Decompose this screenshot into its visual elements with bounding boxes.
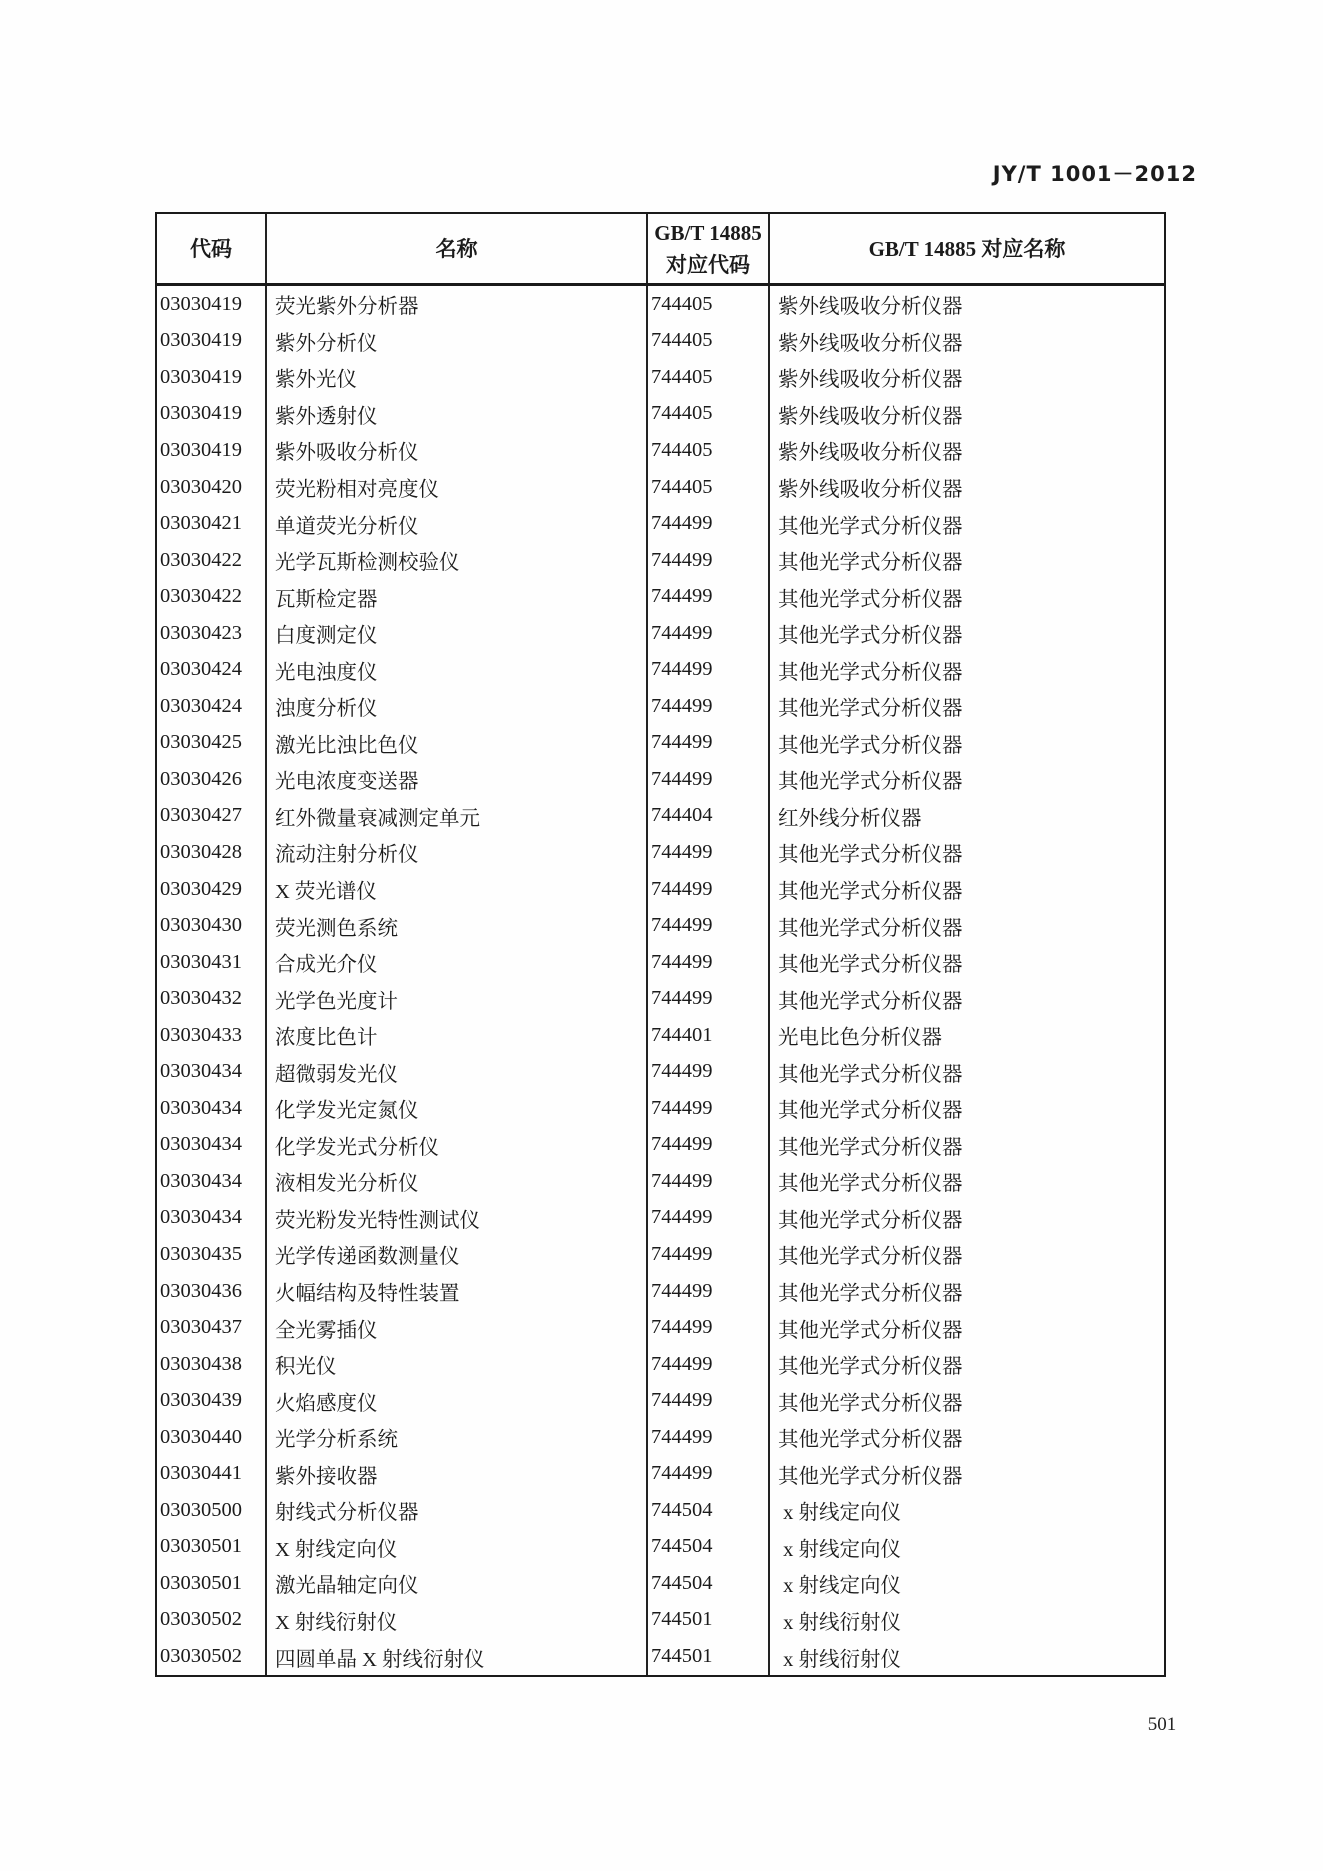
cell-gbt-name: 紫外线吸收分析仪器: [778, 332, 963, 355]
cell-name: X 荧光谱仪: [267, 871, 648, 908]
cell-code: 03030423: [157, 615, 267, 652]
table-row: [157, 578, 1164, 615]
cell-code: 03030432: [157, 980, 267, 1017]
cell-name: 白度测定仪: [267, 615, 648, 652]
cell-code: 03030420: [157, 469, 267, 506]
table-row: [157, 871, 1164, 908]
cell-code: 03030419: [157, 396, 267, 433]
cell-name: 流动注射分析仪: [267, 834, 648, 871]
col-header-name: 名称: [267, 214, 648, 283]
cell-gbt-name: 紫外线吸收分析仪器: [778, 369, 963, 392]
col-header-code: 代码: [157, 214, 267, 283]
cell-gbt-code: 744499: [648, 980, 770, 1017]
cell-code: 03030419: [157, 359, 267, 396]
cell-gbt-code: 744405: [648, 469, 770, 506]
cell-code: 03030434: [157, 1053, 267, 1090]
cell-gbt-name: x 射线定向仪: [778, 1538, 901, 1561]
cell-gbt-name: 紫外线吸收分析仪器: [778, 296, 963, 319]
cell-gbt-code: 744499: [648, 1419, 770, 1456]
cell-name: 荧光粉发光特性测试仪: [267, 1200, 648, 1237]
table-row: [157, 286, 1164, 323]
cell-name: X 射线衍射仪: [267, 1602, 648, 1639]
cell-gbt-name: x 射线衍射仪: [778, 1648, 901, 1671]
cell-gbt-code: 744501: [648, 1602, 770, 1639]
cell-gbt-name: 其他光学式分析仪器: [778, 1063, 963, 1086]
cell-gbt-name: 红外线分析仪器: [778, 807, 922, 830]
cell-gbt-name: 其他光学式分析仪器: [778, 515, 963, 538]
cell-name: 荧光紫外分析器: [267, 286, 648, 323]
cell-code: 03030424: [157, 688, 267, 725]
cell-code: 03030426: [157, 761, 267, 798]
cell-gbt-code: 744499: [648, 907, 770, 944]
cell-gbt-code: 744499: [648, 688, 770, 725]
table-row: [157, 1382, 1164, 1419]
cell-gbt-name: 其他光学式分析仪器: [778, 661, 963, 684]
cell-name: 红外微量衰减测定单元: [267, 798, 648, 835]
cell-code: 03030441: [157, 1456, 267, 1493]
cell-name: 四圆单晶 X 射线衍射仪: [267, 1638, 648, 1675]
cell-name: 光学分析系统: [267, 1419, 648, 1456]
cell-gbt-code: 744401: [648, 1017, 770, 1054]
cell-code: 03030501: [157, 1565, 267, 1602]
cell-gbt-name: 其他光学式分析仪器: [778, 698, 963, 721]
cell-gbt-name: 其他光学式分析仪器: [778, 1246, 963, 1269]
cell-gbt-name: 其他光学式分析仪器: [778, 1173, 963, 1196]
cell-gbt-code: 744499: [648, 505, 770, 542]
cell-name: 紫外透射仪: [267, 396, 648, 433]
cell-gbt-code: 744499: [648, 1163, 770, 1200]
cell-gbt-name: 其他光学式分析仪器: [778, 734, 963, 757]
cell-gbt-name: 其他光学式分析仪器: [778, 771, 963, 794]
cell-name: 光学传递函数测量仪: [267, 1236, 648, 1273]
cell-code: 03030424: [157, 651, 267, 688]
cell-name: 紫外接收器: [267, 1456, 648, 1493]
cell-gbt-name: x 射线定向仪: [778, 1575, 901, 1598]
cell-code: 03030434: [157, 1200, 267, 1237]
cell-code: 03030439: [157, 1382, 267, 1419]
table-row: [157, 1200, 1164, 1237]
col-header-gbt-name: GB/T 14885 对应名称: [868, 236, 1066, 261]
table-row: [157, 1236, 1164, 1273]
table-row: [157, 1565, 1164, 1602]
cell-code: 03030436: [157, 1273, 267, 1310]
cell-gbt-code: 744405: [648, 359, 770, 396]
table-row: [157, 980, 1164, 1017]
table-row: [157, 432, 1164, 469]
cell-code: 03030502: [157, 1638, 267, 1675]
table-row: [157, 1602, 1164, 1639]
cell-name: 激光比浊比色仪: [267, 725, 648, 762]
table-row: [157, 907, 1164, 944]
cell-name: 火焰感度仪: [267, 1382, 648, 1419]
cell-name: 全光雾插仪: [267, 1309, 648, 1346]
table-row: [157, 834, 1164, 871]
cell-code: 03030438: [157, 1346, 267, 1383]
cell-gbt-name: 其他光学式分析仪器: [778, 1100, 963, 1123]
cell-name: 火幅结构及特性装置: [267, 1273, 648, 1310]
table-row: [157, 1456, 1164, 1493]
cell-gbt-name: 紫外线吸收分析仪器: [778, 442, 963, 465]
cell-gbt-name: 其他光学式分析仪器: [778, 1283, 963, 1306]
cell-gbt-code: 744499: [648, 1273, 770, 1310]
cell-name: 光学瓦斯检测校验仪: [267, 542, 648, 579]
cell-gbt-code: 744499: [648, 1090, 770, 1127]
cell-name: 紫外光仪: [267, 359, 648, 396]
cell-code: 03030502: [157, 1602, 267, 1639]
cell-gbt-code: 744405: [648, 396, 770, 433]
table-row: [157, 542, 1164, 579]
cell-code: 03030421: [157, 505, 267, 542]
cell-gbt-code: 744404: [648, 798, 770, 835]
cell-code: 03030419: [157, 323, 267, 360]
table-row: [157, 651, 1164, 688]
cell-name: 化学发光定氮仪: [267, 1090, 648, 1127]
cell-gbt-code: 744504: [648, 1565, 770, 1602]
cell-name: 激光晶轴定向仪: [267, 1565, 648, 1602]
cell-code: 03030440: [157, 1419, 267, 1456]
table-row: [157, 944, 1164, 981]
cell-gbt-name: 其他光学式分析仪器: [778, 1209, 963, 1232]
cell-gbt-name: 其他光学式分析仪器: [778, 881, 963, 904]
cell-gbt-code: 744499: [648, 834, 770, 871]
cell-gbt-code: 744499: [648, 725, 770, 762]
doc-number: JY/T 1001－2012: [992, 162, 1197, 186]
cell-gbt-code: 744499: [648, 944, 770, 981]
cell-gbt-code: 744405: [648, 286, 770, 323]
table-row: [157, 798, 1164, 835]
cell-gbt-name: x 射线定向仪: [778, 1502, 901, 1525]
cell-code: 03030433: [157, 1017, 267, 1054]
cell-code: 03030431: [157, 944, 267, 981]
code-correspondence-table: [155, 212, 1166, 1677]
table-row: [157, 1090, 1164, 1127]
table-row: [157, 761, 1164, 798]
cell-gbt-name: 其他光学式分析仪器: [778, 588, 963, 611]
cell-gbt-name: 其他光学式分析仪器: [778, 844, 963, 867]
cell-gbt-code: 744499: [648, 1309, 770, 1346]
col-header-gbt-code-line2: 对应代码: [666, 252, 750, 277]
table-row: [157, 1053, 1164, 1090]
cell-code: 03030434: [157, 1090, 267, 1127]
cell-gbt-name: 其他光学式分析仪器: [778, 1319, 963, 1342]
table-row: [157, 1017, 1164, 1054]
cell-gbt-code: 744499: [648, 578, 770, 615]
cell-gbt-name: 其他光学式分析仪器: [778, 1392, 963, 1415]
cell-name: 浊度分析仪: [267, 688, 648, 725]
cell-name: 荧光测色系统: [267, 907, 648, 944]
cell-gbt-code: 744499: [648, 871, 770, 908]
table-body: [157, 286, 1164, 1675]
cell-gbt-name: 其他光学式分析仪器: [778, 1136, 963, 1159]
cell-name: 瓦斯检定器: [267, 578, 648, 615]
cell-gbt-code: 744405: [648, 323, 770, 360]
table-row: [157, 1638, 1164, 1675]
cell-name: 化学发光式分析仪: [267, 1127, 648, 1164]
cell-gbt-code: 744499: [648, 761, 770, 798]
cell-gbt-name: 其他光学式分析仪器: [778, 917, 963, 940]
cell-gbt-name: 其他光学式分析仪器: [778, 625, 963, 648]
cell-code: 03030434: [157, 1163, 267, 1200]
cell-name: 光电浊度仪: [267, 651, 648, 688]
cell-gbt-name: 光电比色分析仪器: [778, 1027, 942, 1050]
cell-name: 光学色光度计: [267, 980, 648, 1017]
cell-gbt-code: 744499: [648, 1382, 770, 1419]
table-row: [157, 396, 1164, 433]
cell-name: 浓度比色计: [267, 1017, 648, 1054]
cell-name: X 射线定向仪: [267, 1529, 648, 1566]
cell-code: 03030429: [157, 871, 267, 908]
table-header-row: [157, 214, 1164, 286]
cell-gbt-code: 744499: [648, 1200, 770, 1237]
cell-gbt-code: 744501: [648, 1638, 770, 1675]
col-header-gbt-code: [648, 214, 770, 283]
cell-gbt-code: 744499: [648, 542, 770, 579]
cell-code: 03030430: [157, 907, 267, 944]
table-row: [157, 323, 1164, 360]
cell-name: 单道荧光分析仪: [267, 505, 648, 542]
table-row: [157, 359, 1164, 396]
cell-code: 03030501: [157, 1529, 267, 1566]
cell-code: 03030419: [157, 432, 267, 469]
cell-gbt-name: 紫外线吸收分析仪器: [778, 479, 963, 501]
cell-name: 超微弱发光仪: [267, 1053, 648, 1090]
page-number: 501: [1147, 1714, 1177, 1735]
cell-gbt-name: 其他光学式分析仪器: [778, 1356, 963, 1379]
cell-code: 03030425: [157, 725, 267, 762]
cell-gbt-name: 其他光学式分析仪器: [778, 552, 963, 575]
cell-code: 03030427: [157, 798, 267, 835]
col-header-gbt-code-line1: GB/T 14885: [654, 220, 762, 245]
cell-name: 积光仪: [267, 1346, 648, 1383]
cell-gbt-name: x 射线衍射仪: [778, 1611, 901, 1634]
cell-gbt-code: 744499: [648, 1456, 770, 1493]
table-row: [157, 469, 1164, 506]
cell-gbt-code: 744405: [648, 432, 770, 469]
cell-name: 液相发光分析仪: [267, 1163, 648, 1200]
table-row: [157, 1127, 1164, 1164]
table-row: [157, 725, 1164, 762]
cell-code: 03030419: [157, 286, 267, 323]
table-row: [157, 688, 1164, 725]
cell-gbt-code: 744499: [648, 1346, 770, 1383]
cell-gbt-code: 744504: [648, 1529, 770, 1566]
table-row: [157, 1529, 1164, 1566]
cell-gbt-code: 744499: [648, 1053, 770, 1090]
cell-code: 03030435: [157, 1236, 267, 1273]
table-row: [157, 615, 1164, 652]
cell-gbt-name: 其他光学式分析仪器: [778, 990, 963, 1013]
table-row: [157, 1163, 1164, 1200]
cell-name: 紫外分析仪: [267, 323, 648, 360]
table-row: [157, 1492, 1164, 1529]
cell-gbt-name: 紫外线吸收分析仪器: [778, 405, 963, 428]
cell-name: 紫外吸收分析仪: [267, 432, 648, 469]
cell-code: 03030428: [157, 834, 267, 871]
cell-gbt-code: 744499: [648, 615, 770, 652]
table-row: [157, 1346, 1164, 1383]
cell-code: 03030500: [157, 1492, 267, 1529]
cell-code: 03030434: [157, 1127, 267, 1164]
cell-name: 光电浓度变送器: [267, 761, 648, 798]
table-row: [157, 1273, 1164, 1310]
table-row: [157, 1309, 1164, 1346]
cell-gbt-code: 744499: [648, 1236, 770, 1273]
table-row: [157, 505, 1164, 542]
cell-gbt-name: 其他光学式分析仪器: [778, 1465, 963, 1488]
cell-gbt-code: 744504: [648, 1492, 770, 1529]
cell-code: 03030422: [157, 578, 267, 615]
cell-name: 合成光介仪: [267, 944, 648, 981]
cell-gbt-name: 其他光学式分析仪器: [778, 1429, 963, 1452]
cell-code: 03030422: [157, 542, 267, 579]
cell-gbt-name: 其他光学式分析仪器: [778, 954, 963, 977]
cell-gbt-code: 744499: [648, 651, 770, 688]
cell-name: 射线式分析仪器: [267, 1492, 648, 1529]
cell-gbt-code: 744499: [648, 1127, 770, 1164]
table-row: [157, 1419, 1164, 1456]
cell-code: 03030437: [157, 1309, 267, 1346]
cell-name: 荧光粉相对亮度仪: [267, 469, 648, 506]
